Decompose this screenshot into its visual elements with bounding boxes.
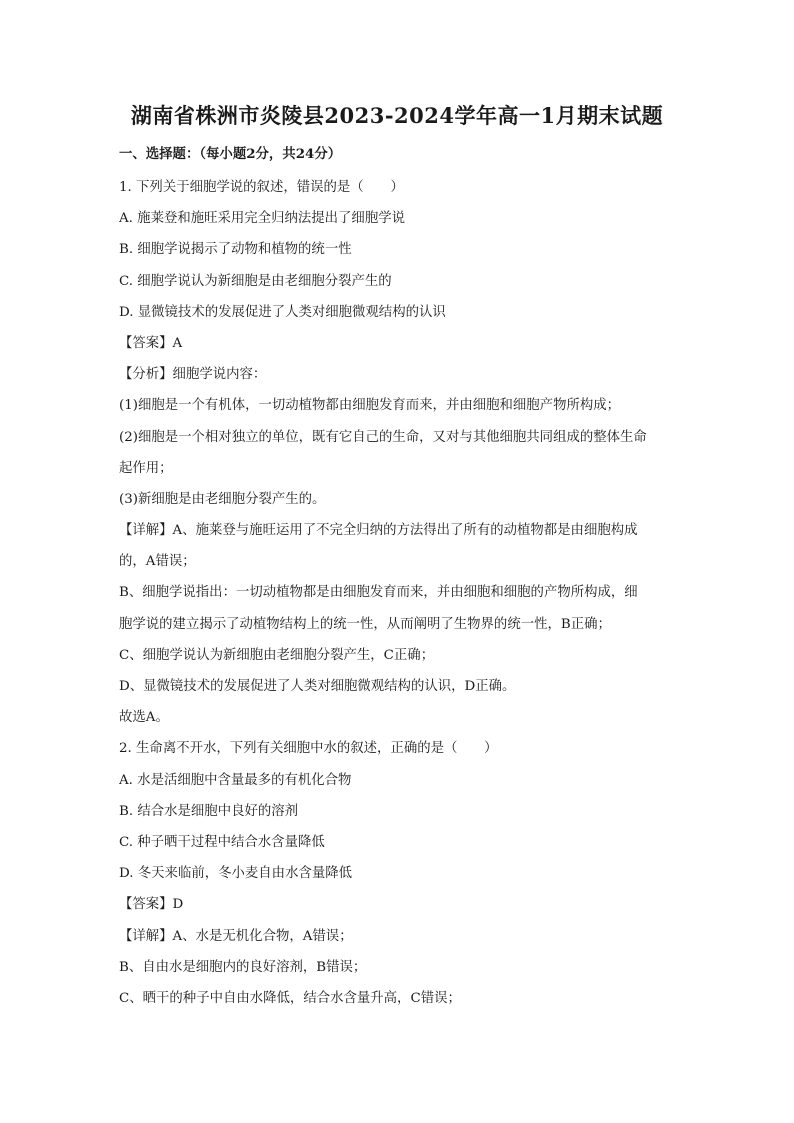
question-1-explanation-cont: 的，A错误； bbox=[119, 554, 196, 570]
question-2-stem: 2. 生命离不开水，下列有关细胞中水的叙述，正确的是（ ） bbox=[119, 741, 498, 757]
question-2-option-a: A. 水是活细胞中含量最多的有机化合物 bbox=[119, 772, 352, 788]
question-1-option-d: D. 显微镜技术的发展促进了人类对细胞微观结构的认识 bbox=[119, 304, 446, 320]
question-2-answer: 【答案】D bbox=[119, 897, 184, 913]
question-2-explanation-b: B、自由水是细胞内的良好溶剂，B错误； bbox=[119, 959, 367, 975]
question-1-stem: 1. 下列关于细胞学说的叙述，错误的是（ ） bbox=[119, 180, 404, 195]
document-body bbox=[119, 141, 679, 1014]
question-2-option-c: C. 种子晒干过程中结合水含量降低 bbox=[119, 834, 325, 850]
document-title: 湖南省株洲市炎陵县2023-2024学年高一1月期末试题 bbox=[130, 103, 664, 128]
question-1-option-b: B. 细胞学说揭示了动物和植物的统一性 bbox=[119, 242, 352, 258]
analysis-point-2: (2)细胞是一个相对独立的单位，既有它自己的生命，又对与其他细胞共同组成的整体生命 bbox=[119, 429, 647, 445]
question-2-option-d: D. 冬天来临前，冬小麦自由水含量降低 bbox=[119, 866, 353, 882]
explanation-b: B、细胞学说指出：一切动植物都是由细胞发育而来，并由细胞和细胞的产物所构成，细 bbox=[119, 585, 638, 601]
question-1-analysis: 【分析】细胞学说内容： bbox=[119, 367, 267, 383]
explanation-d: D、显微镜技术的发展促进了人类对细胞微观结构的认识，D正确。 bbox=[119, 679, 516, 694]
analysis-point-3: (3)新细胞是由老细胞分裂产生的。 bbox=[119, 491, 326, 507]
explanation-b-cont: 胞学说的建立揭示了动植物结构上的统一性，从而阐明了生物界的统一性，B正确； bbox=[119, 616, 611, 632]
question-1-option-a: A. 施莱登和施旺采用完全归纳法提出了细胞学说 bbox=[119, 211, 405, 227]
question-1-conclusion: 故选A。 bbox=[119, 710, 169, 726]
analysis-point-2-cont: 起作用； bbox=[119, 460, 173, 476]
question-2-option-b: B. 结合水是细胞中良好的溶剂 bbox=[119, 803, 299, 819]
question-1-explanation: 【详解】A、施莱登与施旺运用了不完全归纳的方法得出了所有的动植物都是由细胞构成 bbox=[119, 523, 638, 539]
question-1-option-c: C. 细胞学说认为新细胞是由老细胞分裂产生的 bbox=[119, 273, 392, 289]
question-1-answer: 【答案】A bbox=[119, 335, 183, 351]
explanation-c: C、细胞学说认为新细胞由老细胞分裂产生，C正确； bbox=[119, 647, 435, 663]
question-2-explanation-c: C、晒干的种子中自由水降低，结合水含量升高，C错误； bbox=[119, 990, 461, 1006]
question-2-explanation-a: 【详解】A、水是无机化合物，A错误； bbox=[119, 928, 353, 944]
section-heading: 一、选择题：（每小题2分，共24分） bbox=[119, 146, 342, 162]
analysis-point-1: (1)细胞是一个有机体，一切动植物都由细胞发育而来，并由细胞和细胞产物所构成； bbox=[119, 398, 621, 414]
